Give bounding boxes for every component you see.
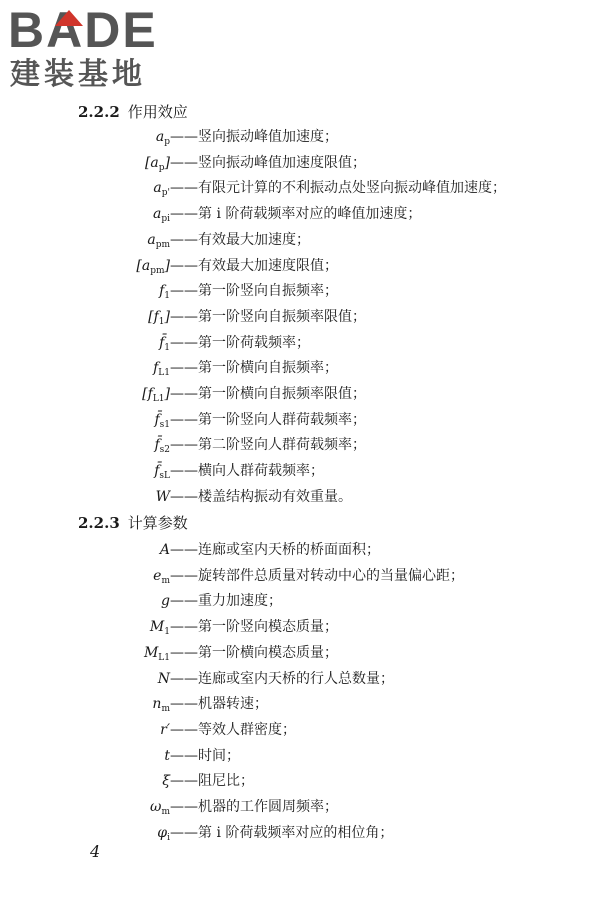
symbol: $e_m$ [153, 567, 170, 586]
symbol-row [0, 565, 600, 587]
symbol: $[a_{pm}]$ [136, 257, 170, 276]
symbol: $f̄_{s2}$ [154, 437, 170, 456]
symbol-definition: ——第一阶竖向自振频率； [170, 283, 338, 300]
symbol: $f_1$ [159, 283, 170, 302]
symbol-definition: ——竖向振动峰值加速度限值； [170, 154, 366, 171]
section-number: 2.2.2 [78, 103, 120, 121]
symbol-subscript: i [167, 832, 170, 843]
symbol-row [0, 409, 600, 431]
symbol: r′ [160, 721, 170, 738]
section-number: 2.2.3 [78, 514, 120, 532]
symbol-subscript: 1 [164, 342, 170, 353]
symbol-row [0, 203, 600, 225]
symbol: $f̄_{s1}$ [154, 411, 170, 430]
symbol-definition: ——机器转速； [170, 696, 268, 713]
symbol-subscript: m [161, 807, 170, 817]
symbol-row [0, 539, 600, 561]
symbol-definition: ——第一阶横向模态质量； [170, 644, 338, 661]
section-heading-2-2-3 [78, 513, 188, 533]
symbol-subscript: m [161, 704, 170, 715]
symbol-definition: ——第二阶竖向人群荷载频率； [170, 437, 366, 454]
symbol: $[a_p]$ [144, 154, 170, 173]
symbol-definition: ——有效最大加速度； [170, 231, 310, 248]
symbol-row [0, 280, 600, 302]
symbol-row [0, 126, 600, 148]
symbol-row [0, 822, 600, 844]
symbol: $\omega_m$ [150, 799, 170, 817]
symbol-definition: ——横向人群荷载频率； [170, 463, 324, 480]
symbol-row [0, 383, 600, 405]
symbol: $f̄_{sL}$ [154, 463, 170, 482]
symbol-definition: ——竖向振动峰值加速度； [170, 129, 338, 145]
symbol-definition: ——第一阶横向自振频率限值； [170, 386, 366, 402]
symbol: t [164, 747, 170, 764]
symbol-row [0, 434, 600, 456]
section-title: 作用效应 [127, 103, 188, 121]
symbol: $\varphi_i$ [157, 824, 170, 843]
symbol-definition: ——有效最大加速度限值； [170, 257, 338, 274]
symbol-definition: ——第一阶竖向人群荷载频率； [170, 411, 366, 428]
symbol-row [0, 693, 600, 715]
logo-subtitle: 建装基地 [10, 57, 146, 92]
symbol-definition: ——连廊或室内天桥的行人总数量； [170, 670, 394, 687]
symbol-row [0, 306, 600, 328]
bade-logo [8, 4, 178, 96]
symbol-row [0, 745, 600, 767]
symbol-row [0, 719, 600, 741]
symbol-row [0, 486, 600, 508]
symbol-definition: ——重力加速度； [170, 593, 282, 610]
symbol-subscript: 1 [158, 316, 165, 327]
symbol: $n_m$ [152, 696, 170, 715]
symbol-row [0, 255, 600, 277]
symbol-subscript: pi [161, 214, 170, 225]
symbol-definition: ——机器的工作圆周频率； [170, 799, 338, 815]
symbol-definition: ——旋转部件总质量对转动中心的当量偏心距； [170, 567, 464, 584]
symbol-row [0, 668, 600, 690]
symbol-subscript: 1 [164, 291, 170, 302]
symbol: W [155, 488, 170, 505]
symbol: $[f_1]$ [148, 308, 170, 327]
symbol-row [0, 229, 600, 251]
symbol: $[f_{L1}]$ [142, 386, 170, 404]
logo-wordmark: BADE [8, 2, 158, 58]
symbol-row [0, 357, 600, 379]
symbol-row [0, 616, 600, 638]
symbol-subscript: L1 [158, 368, 170, 379]
symbol-definition: ——阻尼比； [170, 773, 254, 790]
symbol-definition: ——第一阶竖向自振频率限值； [170, 308, 366, 325]
symbol: $a_{p'}$ [153, 180, 170, 199]
symbol-subscript: pm [150, 265, 165, 276]
symbol-row [0, 332, 600, 354]
symbol: A [159, 542, 170, 558]
symbol-row [0, 796, 600, 818]
symbol-row [0, 460, 600, 482]
symbol-row [0, 177, 600, 199]
symbol-row [0, 770, 600, 792]
symbol-subscript: 1 [164, 627, 170, 638]
symbol: ξ [162, 773, 170, 790]
symbol-subscript: L1 [152, 394, 165, 404]
symbol: N [157, 670, 170, 687]
symbol: $M_{L1}$ [143, 644, 170, 663]
page-number: 4 [90, 842, 101, 861]
logo-accent-triangle [55, 10, 83, 26]
symbol: $a_{pi}$ [153, 206, 170, 225]
symbol-subscript: p' [161, 188, 170, 199]
symbol-definition: ——时间； [170, 747, 240, 764]
symbol-definition: ——连廊或室内天桥的桥面面积； [170, 542, 380, 558]
symbol: $f_{L1}$ [153, 360, 170, 379]
symbol: $f̄_1$ [159, 334, 170, 353]
symbol-definition: ——第一阶荷载频率； [170, 334, 310, 351]
symbol-definition: ——第一阶竖向模态质量； [170, 619, 338, 636]
symbol-subscript: L1 [158, 652, 170, 663]
symbol-row [0, 590, 600, 612]
symbol-definition: ——有限元计算的不利振动点处竖向振动峰值加速度； [170, 180, 506, 197]
symbol-subscript: sL [159, 471, 170, 482]
symbol-definition: ——第一阶横向自振频率； [170, 360, 338, 377]
symbol-subscript: pm [155, 239, 170, 250]
section-title: 计算参数 [127, 514, 188, 532]
symbol-subscript: s1 [159, 419, 170, 430]
symbol: g [161, 593, 170, 610]
symbol-subscript: p [164, 137, 170, 147]
section-heading-2-2-2 [78, 102, 188, 122]
symbol-definition: ——第 i 阶荷载频率对应的峰值加速度； [170, 206, 422, 223]
symbol-subscript: s2 [159, 445, 170, 456]
symbol: $a_{pm}$ [147, 231, 170, 250]
symbol: $M_1$ [149, 619, 170, 638]
symbol-row [0, 642, 600, 664]
symbol-subscript: p [158, 162, 165, 173]
symbol: $a_p$ [155, 129, 170, 147]
symbol-definition: ——等效人群密度； [170, 721, 296, 738]
symbol-row [0, 152, 600, 174]
symbol-subscript: m [161, 575, 170, 586]
symbol-definition: ——第 i 阶荷载频率对应的相位角； [170, 824, 394, 841]
symbol-definition: ——楼盖结构振动有效重量。 [170, 488, 352, 505]
